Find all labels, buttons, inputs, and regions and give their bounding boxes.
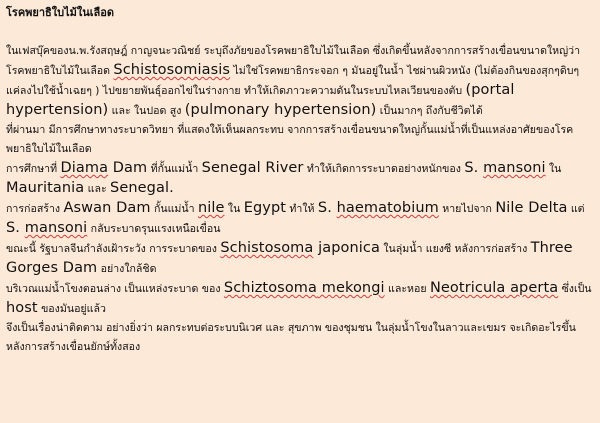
text-run: อย่างใกล้ชิด bbox=[97, 263, 157, 275]
text-run: บริเวณแม่น้ำโขงตอนล่าง เป็นแหล่งระบาด ของ bbox=[6, 283, 224, 295]
text-run: และ bbox=[84, 183, 111, 195]
paragraph-epidemiology: ที่ผ่านมา มีการศึกษาทางระบาดวิทยา ที่แสดงให้เห็นผลกระทบ จากการสร้างเขื่อนขนาดใหญ่กั้นแม่น้ำที่เป็นแหล่งอาศัยของโรคพยาธิใบไม้ในเลือด bbox=[6, 124, 574, 155]
paragraph-intro: ในเฟสบุ๊คของน.พ.รังสฤษฎ์ กาญจนะวณิชย์ ระบุถึงภัยของโรคพยาธิใบไม้ในเลือด ซึ่งเกิดขึ้นหลังจากการสร้างเขื่อนขนาดใหญ่ว่า bbox=[6, 45, 581, 57]
paragraph-conclusion: จึงเป็นเรื่องน่าติดตาม อย่างยิ่งว่า ผลกระทบต่อระบบนิเวศ และ สุขภาพ ของชุมชน ในลุ่มน้ำโขงในลาวและเขมร จะเกิดอะไรขึ้น หลังการสร้างเขื่อนยักษ์ทั้งสอง bbox=[6, 322, 576, 353]
term-portal-hypertension: (portal hypertension) bbox=[6, 82, 515, 118]
term-schistosomiasis: Schistosomiasis bbox=[113, 62, 231, 78]
text-run: ซึ่งเป็น bbox=[558, 283, 592, 295]
paragraph-diama-dam bbox=[6, 159, 594, 199]
text-run: แต่ bbox=[567, 203, 585, 215]
text-run: การก่อสร้าง bbox=[6, 203, 64, 215]
text-run: ขณะนี้ รัฐบาลจีนกำลังเฝ้าระวัง การระบาดของ bbox=[6, 243, 221, 255]
text-run: กลับระบาดรุนแรงเหนือเขื่อน bbox=[87, 223, 221, 235]
text-run: ทำให้เกิดการระบาดอย่างหนักของ bbox=[303, 163, 465, 175]
text-run: โรคพยาธิใบไม้ในเลือด bbox=[6, 65, 114, 77]
text-run: ในลุ่มน้ำ แยงซี หลังการก่อสร้าง bbox=[379, 243, 531, 255]
term-s: S. bbox=[6, 220, 25, 236]
term-senegal: Senegal. bbox=[110, 180, 174, 196]
text-run: ใน bbox=[545, 163, 562, 175]
paragraph-aswan-dam bbox=[6, 199, 594, 239]
text-run: ไม่ใช่โรคพยาธิกระจอก ๆ มันอยู่ในน้ำ ไชผ่านผิวหนัง (ไม่ต้องกินของสุกๆดิบๆ แค่ลงไปใช้น้ำเฉยๆ ) ไปขยายพันธุ์ออกไข่ในร่างกาย ทำให้เกิดภาวะความดันในระบบไหลเวียนของตับ bbox=[6, 65, 580, 97]
text-run: เป็นมากๆ ถึงกับชีวิตได้ bbox=[376, 105, 483, 117]
term-nile-delta: Nile Delta bbox=[495, 200, 568, 216]
text-run: ทำให้ bbox=[286, 203, 318, 215]
term-haematobium: haematobium bbox=[336, 200, 439, 216]
paragraph-three-gorges bbox=[6, 239, 594, 279]
term-mauritania: Mauritania bbox=[6, 180, 85, 196]
term-schistosoma: Schistosoma bbox=[220, 240, 314, 256]
text-run: กั้นแม่น้ำ bbox=[150, 203, 198, 215]
term-dam: Dam bbox=[108, 160, 148, 176]
term-senegal-river: Senegal River bbox=[201, 160, 304, 176]
term-mansoni: mansoni bbox=[483, 160, 546, 176]
term-diama: Diama bbox=[60, 160, 109, 176]
term-mekongi: mekongi bbox=[317, 280, 385, 296]
term-dam: Dam bbox=[58, 260, 98, 276]
term-egypt: Egypt bbox=[243, 200, 287, 216]
term-japonica: japonica bbox=[313, 240, 380, 256]
paragraph-schistosomiasis bbox=[6, 61, 594, 121]
text-run: และ ในปอด สูง bbox=[108, 105, 185, 117]
term-mansoni: mansoni bbox=[24, 220, 88, 236]
term-host: host bbox=[6, 300, 38, 316]
term-aswan-dam: Aswan Dam bbox=[63, 200, 151, 216]
text-run: หายไปจาก bbox=[438, 203, 496, 215]
paragraph-mekong bbox=[6, 279, 594, 319]
term-aperta: aperta bbox=[505, 280, 559, 296]
text-run: การศึกษาที่ bbox=[6, 163, 61, 175]
document-title: โรคพยาธิใบไม้ในเลือด bbox=[6, 6, 115, 19]
term-schiztosoma: Schiztosoma bbox=[223, 280, 318, 296]
term-neotricula: Neotricula bbox=[429, 280, 506, 296]
text-run: ใน bbox=[224, 203, 244, 215]
term-s: S. bbox=[464, 160, 484, 176]
text-run: ที่กั้นแม่น้ำ bbox=[147, 163, 202, 175]
text-run: ของมันอยู่แล้ว bbox=[37, 303, 106, 315]
term-s: S. bbox=[317, 200, 337, 216]
term-pulmonary-hypertension: (pulmonary hypertension) bbox=[184, 102, 377, 118]
text-run: และหอย bbox=[384, 283, 430, 295]
term-nile: nile bbox=[197, 200, 225, 216]
term-three-gorges: Three Gorges bbox=[6, 240, 573, 276]
